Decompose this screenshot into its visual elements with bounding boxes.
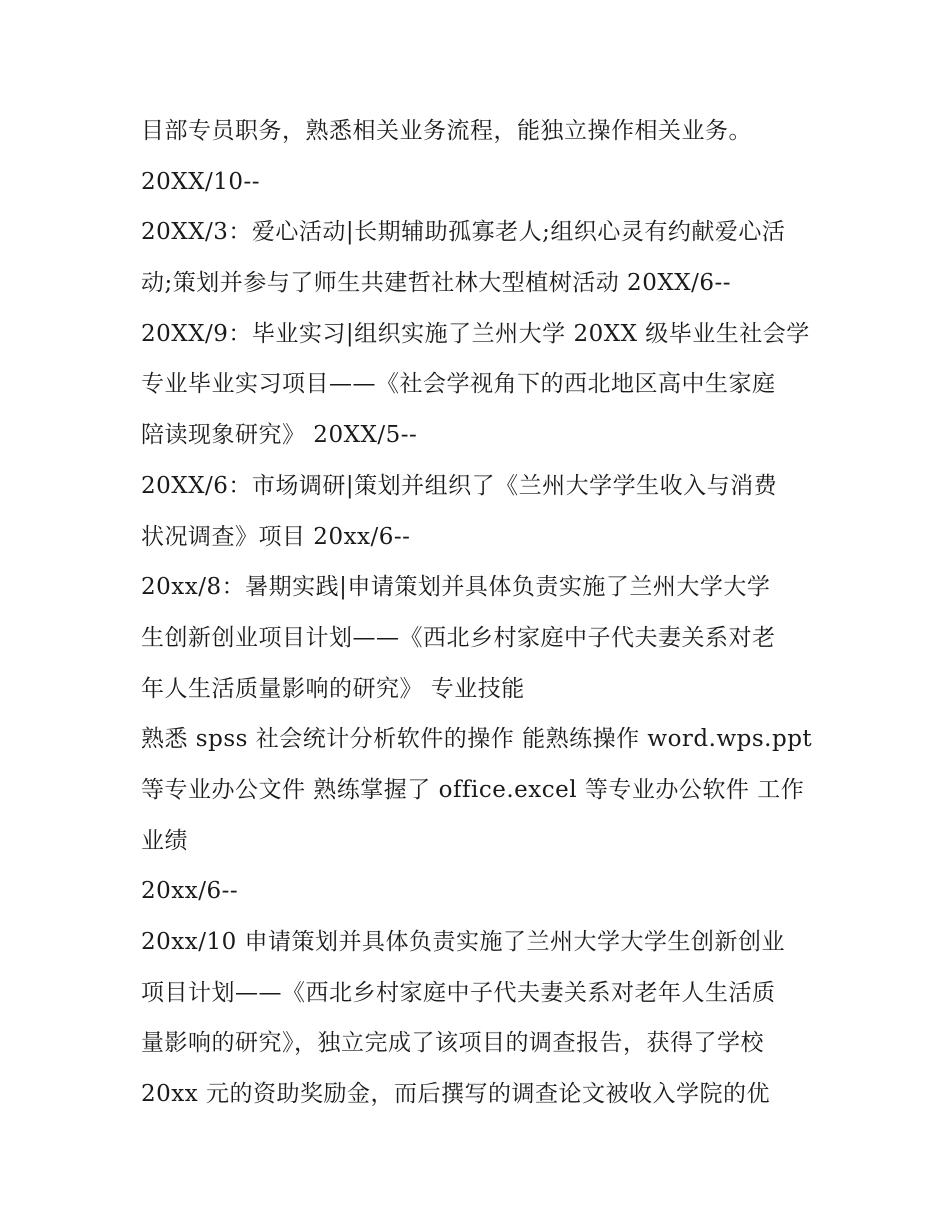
text-line: 20xx/8：暑期实践|申请策划并具体负责实施了兰州大学大学 bbox=[141, 574, 771, 601]
text-line: 20xx/6-- bbox=[141, 878, 239, 905]
text-line: 20XX/10-- bbox=[141, 168, 261, 195]
text-line: 目部专员职务，熟悉相关业务流程，能独立操作相关业务。 bbox=[141, 118, 752, 144]
text-line: 动;策划并参与了师生共建哲社林大型植树活动 20XX/6-- bbox=[141, 270, 731, 297]
text-line: 20XX/9：毕业实习|组织实施了兰州大学 20XX 级毕业生社会学 bbox=[141, 320, 810, 347]
text-line: 项目计划——《西北乡村家庭中子代夫妻关系对老年人生活质 bbox=[141, 979, 776, 1006]
document-body bbox=[141, 106, 841, 1120]
text-line: 量影响的研究》，独立完成了该项目的调查报告，获得了学校 bbox=[141, 1030, 764, 1057]
text-line: 等专业办公文件 熟练掌握了 office.excel 等专业办公软件 工作 bbox=[141, 776, 805, 803]
text-line: 20xx/10 申请策划并具体负责实施了兰州大学大学生创新创业 bbox=[141, 929, 786, 955]
text-line: 20xx 元的资助奖励金，而后撰写的调查论文被收入学院的优 bbox=[141, 1081, 771, 1108]
text-line: 业绩 bbox=[141, 827, 188, 854]
text-line: 生创新创业项目计划——《西北乡村家庭中子代夫妻关系对老 bbox=[141, 624, 776, 651]
text-line: 20XX/3：爱心活动|长期辅助孤寡老人;组织心灵有约献爱心活 bbox=[141, 219, 786, 246]
text-line: 陪读现象研究》 20XX/5-- bbox=[141, 422, 418, 449]
text-line: 状况调查》项目 20xx/6-- bbox=[141, 523, 411, 550]
text-line: 20XX/6：市场调研|策划并组织了《兰州大学学生收入与消费 bbox=[141, 472, 778, 499]
text-line: 熟悉 spss 社会统计分析软件的操作 能熟练操作 word.wps.ppt bbox=[141, 726, 813, 753]
text-line: 专业毕业实习项目——《社会学视角下的西北地区高中生家庭 bbox=[141, 371, 776, 398]
text-line: 年人生活质量影响的研究》 专业技能 bbox=[141, 675, 525, 702]
